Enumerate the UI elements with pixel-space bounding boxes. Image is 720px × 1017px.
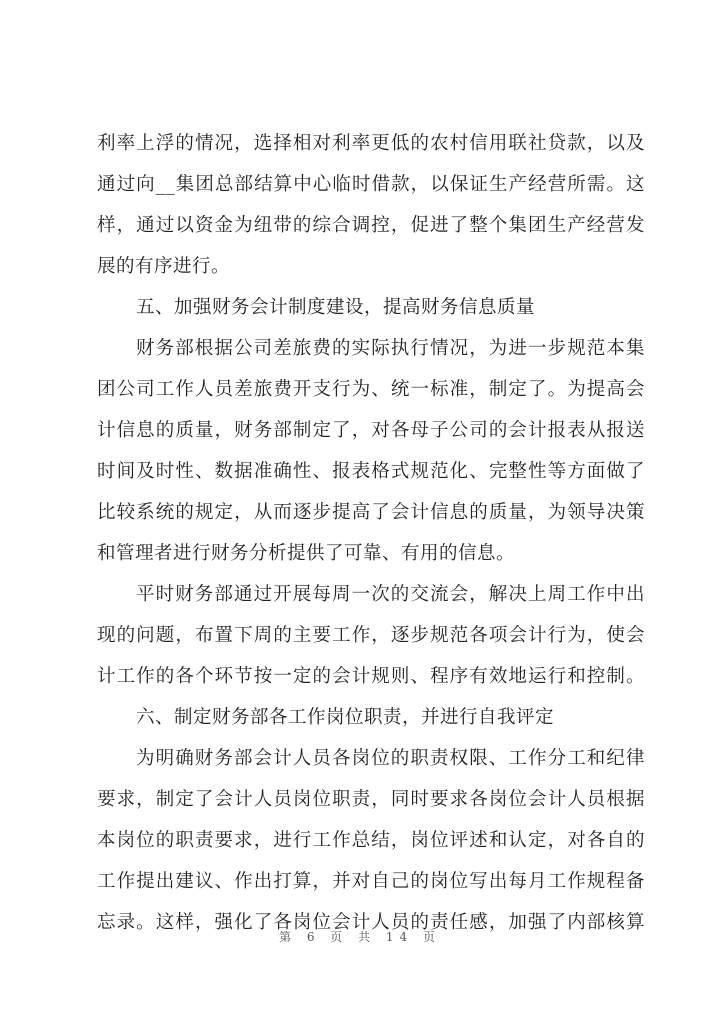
text-line-17: 要求，制定了会计人员岗位职责，同时要求各岗位会计人员根据 bbox=[97, 789, 645, 810]
text-line-20: 忘录。这样，强化了各岗位会计人员的责任感，加强了内部核算 bbox=[97, 912, 645, 933]
text-line-7: 团公司工作人员差旅费开支行为、统一标准，制定了。为提高会 bbox=[97, 379, 645, 400]
page-number-footer: 第 6 页 共 14 页 bbox=[279, 930, 441, 944]
text-line-6: 财务部根据公司差旅费的实际执行情况，为进一步规范本集 bbox=[136, 338, 645, 359]
text-line-13: 现的问题，布置下周的主要工作，逐步规范各项会计行为，使会 bbox=[97, 625, 645, 646]
text-line-19: 工作提出建议、作出打算，并对自己的岗位写出每月工作规程备 bbox=[97, 871, 645, 892]
text-line-10: 比较系统的规定，从而逐步提高了会计信息的质量，为领导决策 bbox=[97, 502, 645, 523]
text-line-3: 样，通过以资金为纽带的综合调控，促进了整个集团生产经营发 bbox=[97, 215, 645, 236]
section-heading-6: 六、制定财务部各工作岗位职责，并进行自我评定 bbox=[136, 707, 555, 728]
text-line-11: 和管理者进行财务分析提供了可靠、有用的信息。 bbox=[97, 543, 516, 564]
text-line-8: 计信息的质量，财务部制定了，对各母子公司的会计报表从报送 bbox=[97, 420, 645, 441]
text-line-4: 展的有序进行。 bbox=[97, 256, 231, 277]
text-line-16: 为明确财务部会计人员各岗位的职责权限、工作分工和纪律 bbox=[136, 748, 645, 769]
section-heading-5: 五、加强财务会计制度建设，提高财务信息质量 bbox=[136, 297, 536, 318]
text-line-12: 平时财务部通过开展每周一次的交流会，解决上周工作中出 bbox=[136, 584, 645, 605]
text-line-18: 本岗位的职责要求，进行工作总结，岗位评述和认定，对各自的 bbox=[97, 830, 645, 851]
text-line-1: 利率上浮的情况，选择相对利率更低的农村信用联社贷款，以及 bbox=[97, 133, 645, 154]
document-body bbox=[97, 123, 645, 943]
text-line-9: 时间及时性、数据准确性、报表格式规范化、完整性等方面做了 bbox=[97, 461, 645, 482]
text-line-14: 计工作的各个环节按一定的会计规则、程序有效地运行和控制。 bbox=[97, 666, 645, 687]
text-line-2: 通过向__集团总部结算中心临时借款，以保证生产经营所需。这 bbox=[97, 174, 645, 195]
